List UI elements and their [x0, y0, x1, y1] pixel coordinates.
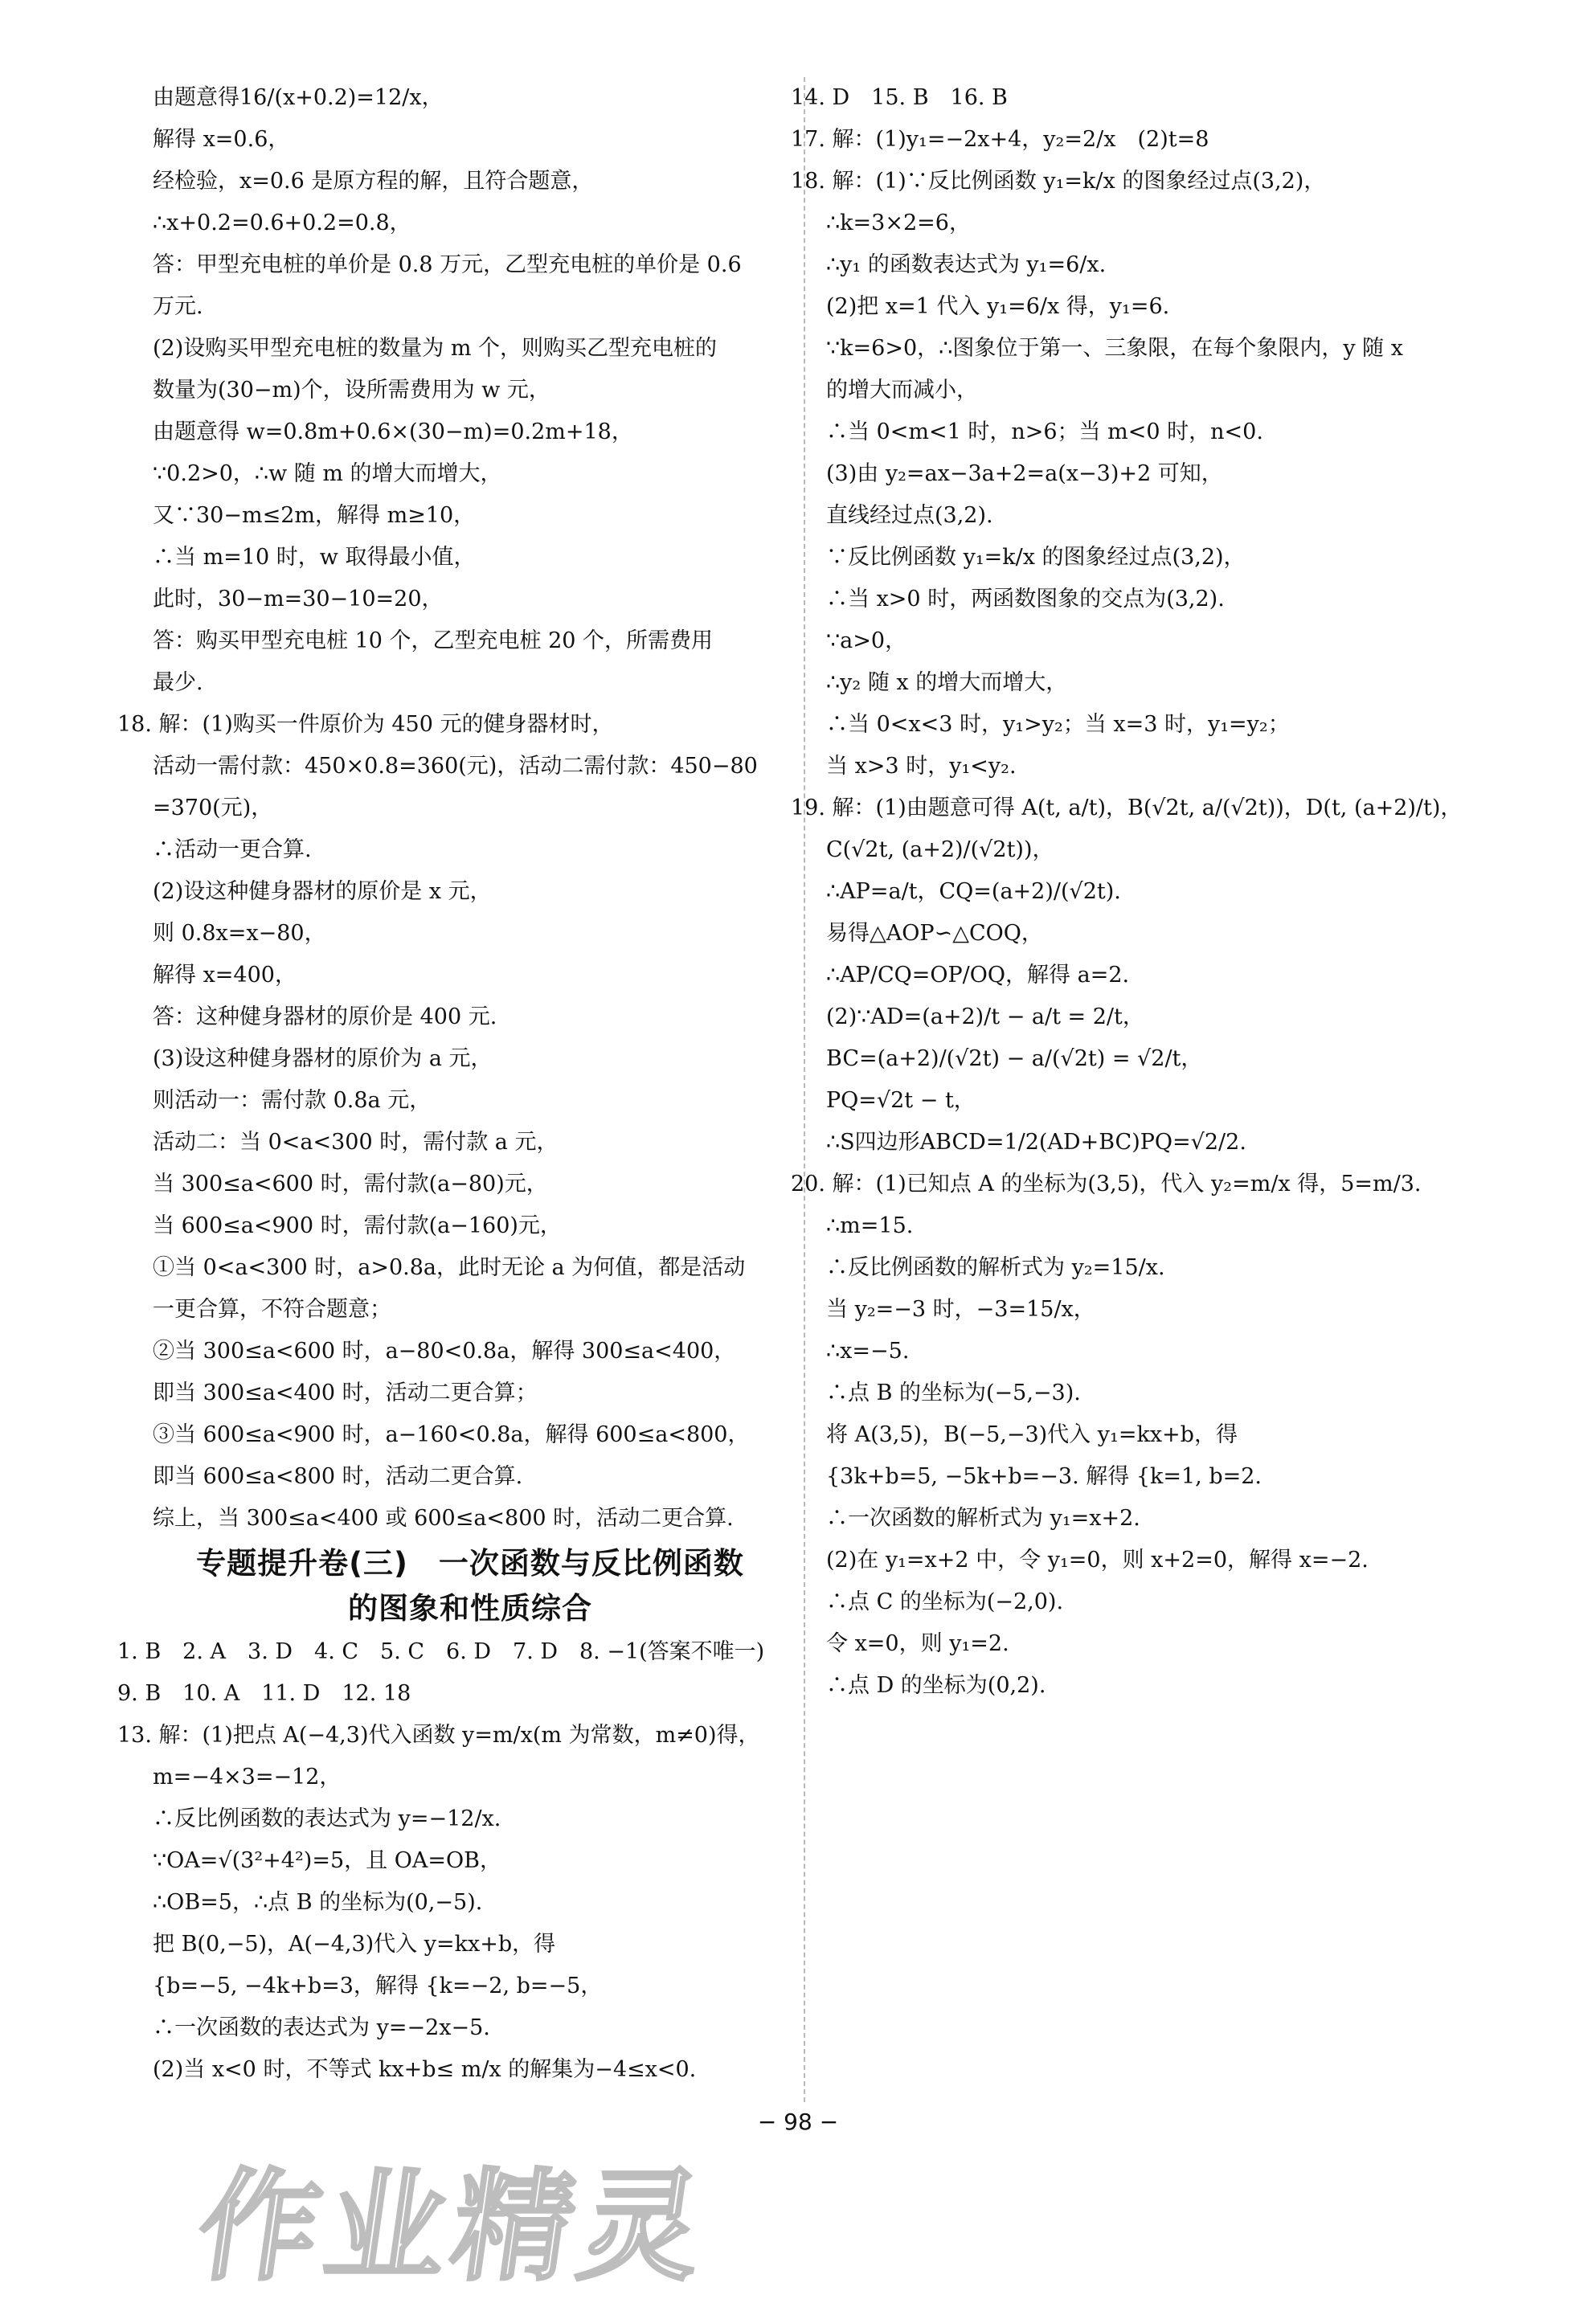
text-line: ∴当 x>0 时，两函数图象的交点为(3,2). — [826, 587, 1225, 612]
text-line: 即当 300≤a<400 时，活动二更合算； — [153, 1381, 538, 1405]
text-line: 由题意得 w=0.8m+0.6×(30−m)=0.2m+18， — [153, 419, 633, 444]
text-line: (2)∵AD=(a+2)/t − a/t = 2/t， — [826, 1004, 1144, 1029]
page-number: − 98 − — [757, 2109, 839, 2135]
left-column — [117, 77, 788, 2091]
text-line: 活动二：当 0<a<300 时，需付款 a 元， — [153, 1130, 559, 1155]
text-line: ∴AP=a/t，CQ=(a+2)/(√2t). — [826, 879, 1121, 904]
text-line: 将 A(3,5)，B(−5,−3)代入 y₁=kx+b，得 — [826, 1422, 1238, 1447]
text-line: 又∵30−m≤2m，解得 m≥10， — [153, 503, 476, 528]
text-line: ∵a>0， — [826, 628, 907, 653]
text-line: ∴m=15. — [826, 1213, 914, 1238]
text-line: ∴x+0.2=0.6+0.2=0.8， — [153, 211, 411, 235]
text-line: ∴反比例函数的解析式为 y₂=15/x. — [826, 1255, 1165, 1280]
right-column — [791, 77, 1509, 1707]
text-line: 的增大而减小， — [826, 378, 978, 403]
text-line: ∵OA=√(3²+4²)=5，且 OA=OB， — [153, 1848, 501, 1873]
text-line: (2)在 y₁=x+2 中，令 y₁=0，则 x+2=0，解得 x=−2. — [826, 1548, 1369, 1573]
text-line: 由题意得16/(x+0.2)=12/x， — [153, 85, 444, 110]
text-line: ∵0.2>0，∴w 随 m 的增大而增大， — [153, 461, 502, 486]
text-line: (3)设这种健身器材的原价为 a 元， — [153, 1046, 493, 1071]
text-line: ∴反比例函数的表达式为 y=−12/x. — [153, 1806, 501, 1831]
text-line: 万元. — [153, 294, 203, 319]
text-line: 则活动一：需付款 0.8a 元， — [153, 1088, 432, 1113]
text-line: 答：这种健身器材的原价是 400 元. — [153, 1004, 497, 1029]
text-line: ∴y₂ 随 x 的增大而增大， — [826, 670, 1068, 695]
text-line: 当 300≤a<600 时，需付款(a−80)元， — [153, 1172, 548, 1196]
text-line: ∴点 D 的坐标为(0,2). — [826, 1673, 1046, 1698]
text-line: 最少. — [153, 670, 203, 695]
text-line: 答：购买甲型充电桩 10 个，乙型充电桩 20 个，所需费用 — [153, 628, 714, 653]
text-line: ∴k=3×2=6， — [826, 211, 971, 235]
section-title: 专题提升卷(三) 一次函数与反比例函数 — [196, 1546, 744, 1581]
text-line: 9. B 10. A 11. D 12. 18 — [117, 1681, 411, 1706]
text-line: 经检验，x=0.6 是原方程的解，且符合题意， — [153, 169, 594, 194]
text-line: 18. 解：(1)∵反比例函数 y₁=k/x 的图象经过点(3,2)， — [791, 169, 1326, 194]
text-line: ∴当 0<x<3 时，y₁>y₂；当 x=3 时，y₁=y₂； — [826, 712, 1290, 737]
text-line: (2)设购买甲型充电桩的数量为 m 个，则购买乙型充电桩的 — [153, 336, 718, 361]
text-line: C(√2t, (a+2)/(√2t))， — [826, 837, 1054, 862]
text-line: 13. 解：(1)把点 A(−4,3)代入函数 y=m/x(m 为常数，m≠0)得， — [117, 1723, 760, 1748]
text-line: 1. B 2. A 3. D 4. C 5. C 6. D 7. D 8. −1(答案不唯一) — [117, 1639, 765, 1664]
text-line: 答：甲型充电桩的单价是 0.8 万元，乙型充电桩的单价是 0.6 — [153, 252, 742, 277]
text-line: {b=−5, −4k+b=3，解得 {k=−2, b=−5， — [153, 1974, 603, 1998]
column-divider — [804, 77, 805, 2102]
text-line: 解得 x=0.6， — [153, 127, 290, 152]
text-line: 数量为(30−m)个，设所需费用为 w 元， — [153, 378, 550, 403]
text-line: ∴一次函数的表达式为 y=−2x−5. — [153, 2015, 490, 2040]
text-line: {3k+b=5, −5k+b=−3. 解得 {k=1, b=2. — [826, 1464, 1262, 1489]
text-line: (2)设这种健身器材的原价是 x 元， — [153, 879, 492, 904]
section-subtitle: 的图象和性质综合 — [348, 1591, 592, 1626]
text-line: 即当 600≤a<800 时，活动二更合算. — [153, 1464, 523, 1489]
text-line: ∴当 m=10 时，w 取得最小值， — [153, 545, 476, 570]
text-line: 综上，当 300≤a<400 或 600≤a<800 时，活动二更合算. — [153, 1506, 734, 1531]
text-line: ∵反比例函数 y₁=k/x 的图象经过点(3,2)， — [826, 545, 1246, 570]
text-line: (3)由 y₂=ax−3a+2=a(x−3)+2 可知， — [826, 461, 1223, 486]
text-line: 把 B(0,−5)，A(−4,3)代入 y=kx+b，得 — [153, 1932, 556, 1957]
text-line: 则 0.8x=x−80， — [153, 921, 326, 946]
text-line: (2)当 x<0 时，不等式 kx+b≤ m/x 的解集为−4≤x<0. — [153, 2057, 697, 2082]
text-line: ∴点 C 的坐标为(−2,0). — [826, 1589, 1064, 1614]
text-line: ∴OB=5，∴点 B 的坐标为(0,−5). — [153, 1890, 483, 1915]
text-line: 当 x>3 时，y₁<y₂. — [826, 754, 1017, 779]
text-line: 17. 解：(1)y₁=−2x+4，y₂=2/x (2)t=8 — [791, 127, 1209, 152]
text-line: 解得 x=400， — [153, 963, 297, 988]
text-line: 20. 解：(1)已知点 A 的坐标为(3,5)，代入 y₂=m/x 得，5=m/3. — [791, 1172, 1422, 1196]
text-line: BC=(a+2)/(√2t) − a/(√2t) = √2/t， — [826, 1046, 1203, 1071]
text-line: ③当 600≤a<900 时，a−160<0.8a，解得 600≤a<800， — [153, 1422, 750, 1447]
text-line: m=−4×3=−12， — [153, 1765, 342, 1790]
text-line: 一更合算，不符合题意； — [153, 1297, 391, 1322]
text-line: ∴活动一更合算. — [153, 837, 312, 862]
text-line: ∴当 0<m<1 时，n>6；当 m<0 时，n<0. — [826, 419, 1263, 444]
text-line: 直线经过点(3,2). — [826, 503, 993, 528]
text-line: PQ=√2t − t， — [826, 1088, 976, 1113]
text-line: 令 x=0，则 y₁=2. — [826, 1631, 1009, 1656]
text-line: (2)把 x=1 代入 y₁=6/x 得，y₁=6. — [826, 294, 1170, 319]
text-line: ②当 300≤a<600 时，a−80<0.8a，解得 300≤a<400， — [153, 1339, 736, 1364]
text-line: ∵k=6>0，∴图象位于第一、三象限，在每个象限内，y 随 x — [826, 336, 1403, 361]
watermark-logo: 作业精灵 — [189, 2158, 718, 2297]
text-line: 19. 解：(1)由题意可得 A(t, a/t)，B(√2t, a/(√2t))，D(t, (a+2)/t)， — [791, 796, 1463, 820]
text-line: 当 600≤a<900 时，需付款(a−160)元， — [153, 1213, 562, 1238]
text-line: 易得△AOP∽△COQ， — [826, 921, 1043, 946]
text-line: ①当 0<a<300 时，a>0.8a，此时无论 a 为何值，都是活动 — [153, 1255, 746, 1280]
text-line: 18. 解：(1)购买一件原价为 450 元的健身器材时， — [117, 712, 614, 737]
text-line: ∴一次函数的解析式为 y₁=x+2. — [826, 1506, 1140, 1531]
text-line: 此时，30−m=30−10=20， — [153, 587, 444, 612]
text-line: ∴AP/CQ=OP/OQ，解得 a=2. — [826, 963, 1130, 988]
text-line: =370(元)， — [153, 796, 273, 820]
text-line: 活动一需付款：450×0.8=360(元)，活动二需付款：450−80 — [153, 754, 758, 779]
text-line: 14. D 15. B 16. B — [791, 85, 1008, 110]
text-line: ∴点 B 的坐标为(−5,−3). — [826, 1381, 1081, 1405]
text-line: 当 y₂=−3 时，−3=15/x， — [826, 1297, 1095, 1322]
text-line: ∴x=−5. — [826, 1339, 910, 1364]
text-line: ∴S四边形ABCD=1/2(AD+BC)PQ=√2/2. — [826, 1130, 1246, 1155]
text-line: ∴y₁ 的函数表达式为 y₁=6/x. — [826, 252, 1107, 277]
